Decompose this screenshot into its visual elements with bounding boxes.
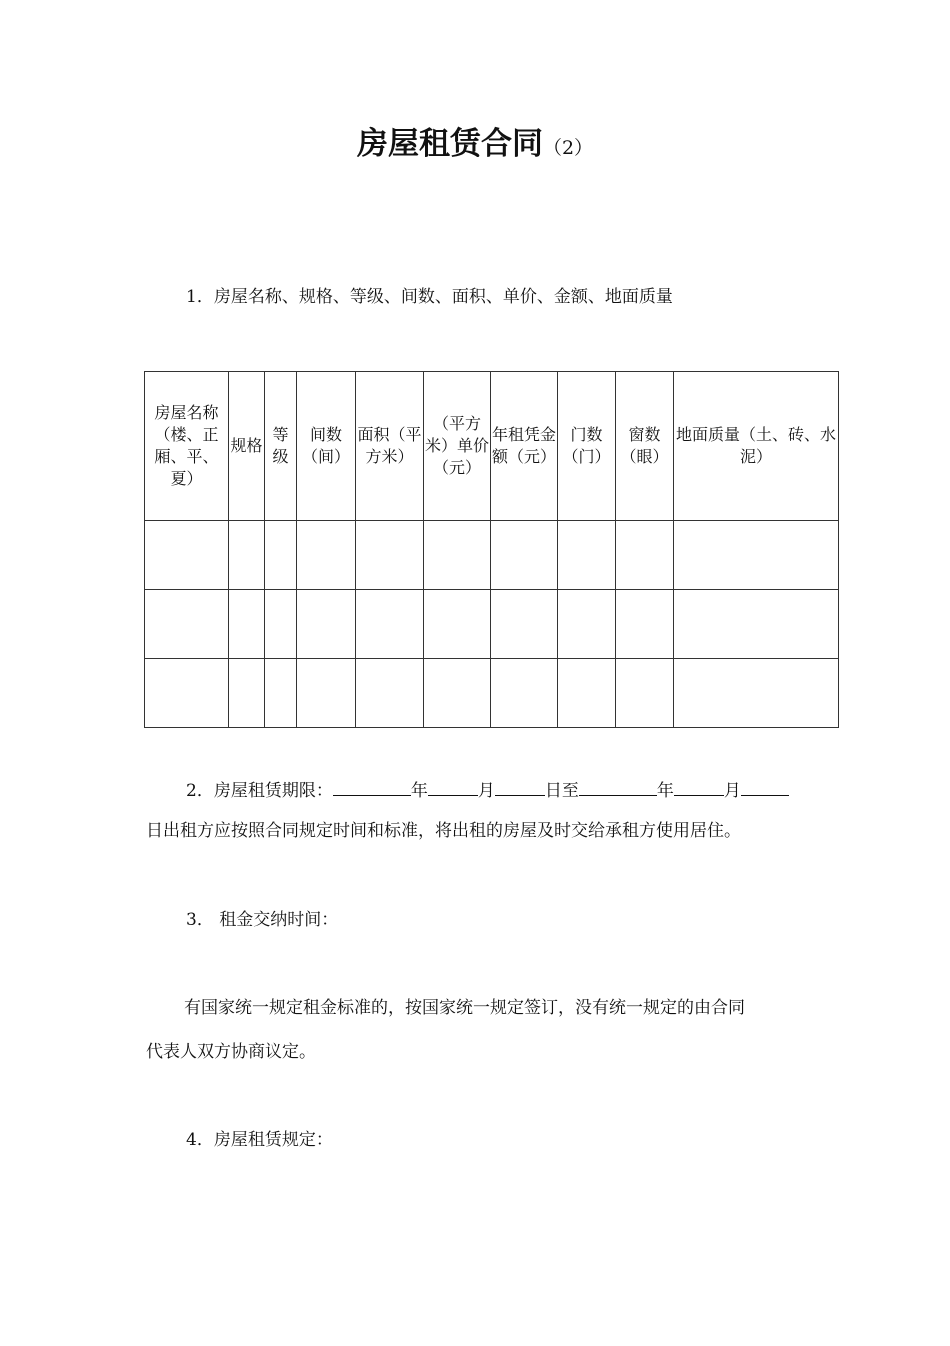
table-cell[interactable] <box>491 521 558 590</box>
table-cell[interactable] <box>674 590 839 659</box>
start-year-blank[interactable] <box>333 776 411 796</box>
header-cell-name: 房屋名称（楼、正厢、平、夏） <box>145 372 229 521</box>
table-cell[interactable] <box>145 659 229 728</box>
year-label: 年 <box>410 781 428 801</box>
month-label: 月 <box>723 781 741 801</box>
table-cell[interactable] <box>265 521 297 590</box>
end-month-blank[interactable] <box>674 776 724 796</box>
table-cell[interactable] <box>424 590 491 659</box>
title-suffix: （2） <box>542 137 594 159</box>
table-cell[interactable] <box>297 590 356 659</box>
header-cell-doors: 门数（门） <box>558 372 616 521</box>
end-year-blank[interactable] <box>579 776 657 796</box>
start-day-blank[interactable] <box>495 776 545 796</box>
table-cell[interactable] <box>558 590 616 659</box>
table-cell[interactable] <box>297 521 356 590</box>
table-row <box>145 590 839 659</box>
table-cell[interactable] <box>424 521 491 590</box>
header-cell-grade: 等级 <box>265 372 297 521</box>
table-cell[interactable] <box>356 521 424 590</box>
end-day-blank[interactable] <box>741 776 789 796</box>
day-to-label: 日至 <box>544 781 579 801</box>
header-cell-unit-price: （平方米）单价（元） <box>424 372 491 521</box>
table-cell[interactable] <box>229 590 265 659</box>
table-cell[interactable] <box>356 590 424 659</box>
header-cell-spec: 规格 <box>229 372 265 521</box>
table-cell[interactable] <box>424 659 491 728</box>
document-title <box>0 118 950 163</box>
table-row <box>145 521 839 590</box>
table-cell[interactable] <box>229 521 265 590</box>
lease-term-line <box>186 776 789 803</box>
table-cell[interactable] <box>145 521 229 590</box>
title-main: 房屋租赁合同 <box>356 126 543 162</box>
header-cell-rooms: 间数（间） <box>297 372 356 521</box>
section3-line2: 代表人双方协商议定。 <box>146 1042 316 1062</box>
table-cell[interactable] <box>616 521 674 590</box>
lease-term-continuation: 日出租方应按照合同规定时间和标准，将出租的房屋及时交给承租方使用居住。 <box>146 821 741 841</box>
table-cell[interactable] <box>297 659 356 728</box>
table-row <box>145 659 839 728</box>
table-cell[interactable] <box>674 521 839 590</box>
table-cell[interactable] <box>491 590 558 659</box>
section3-heading: 3． 租金交纳时间： <box>186 910 339 930</box>
year-label: 年 <box>656 781 674 801</box>
header-cell-annual-rent: 年租凭金额（元） <box>491 372 558 521</box>
table-header-row <box>145 372 839 521</box>
table-cell[interactable] <box>616 659 674 728</box>
table-cell[interactable] <box>558 521 616 590</box>
table-cell[interactable] <box>145 590 229 659</box>
month-label: 月 <box>477 781 495 801</box>
header-cell-floor-quality: 地面质量（土、砖、水泥） <box>674 372 839 521</box>
section3-line1: 有国家统一规定租金标准的，按国家统一规定签订，没有统一规定的由合同 <box>184 998 745 1018</box>
header-cell-area: 面积（平方米） <box>356 372 424 521</box>
section1-heading: 1．房屋名称、规格、等级、间数、面积、单价、金额、地面质量 <box>186 287 673 307</box>
lease-term-label: 2．房屋租赁期限： <box>186 781 333 801</box>
table-cell[interactable] <box>356 659 424 728</box>
table-cell[interactable] <box>491 659 558 728</box>
table-cell[interactable] <box>558 659 616 728</box>
rental-table <box>144 371 839 728</box>
section4-heading: 4．房屋租赁规定： <box>186 1130 333 1150</box>
table-cell[interactable] <box>674 659 839 728</box>
table-cell[interactable] <box>616 590 674 659</box>
start-month-blank[interactable] <box>428 776 478 796</box>
header-cell-windows: 窗数（眼） <box>616 372 674 521</box>
table-cell[interactable] <box>265 590 297 659</box>
table-cell[interactable] <box>265 659 297 728</box>
table-cell[interactable] <box>229 659 265 728</box>
